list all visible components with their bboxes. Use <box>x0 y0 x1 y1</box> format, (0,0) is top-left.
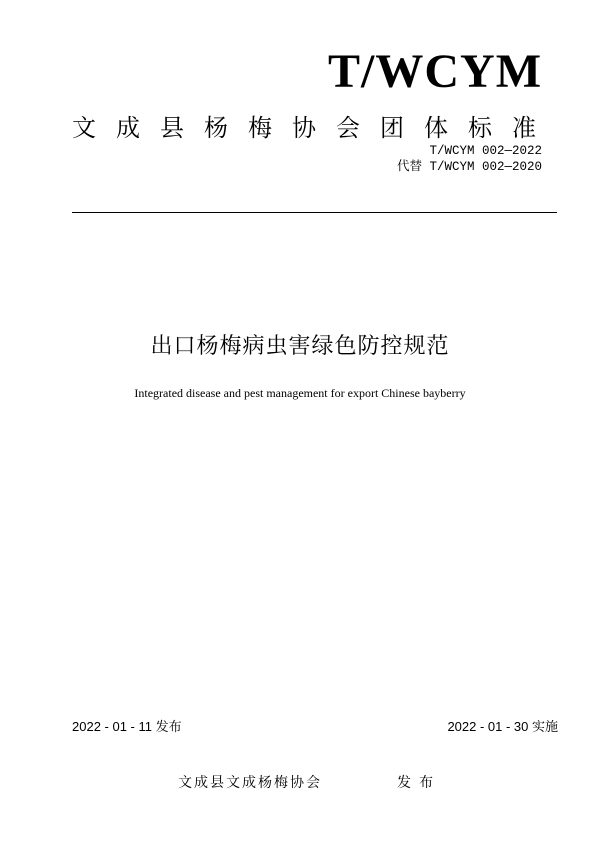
header-divider <box>72 212 557 213</box>
issue-date: 2022 - 01 - 11 发布 <box>72 719 182 734</box>
replaces-standard: 代替 T/WCYM 002—2020 <box>396 160 542 174</box>
standard-numbers <box>397 143 542 175</box>
publisher-name: 文成县文成杨梅协会 <box>178 775 322 791</box>
document-title-chinese: 出口杨梅病虫害绿色防控规范 <box>150 334 450 359</box>
organization-title: 文成县杨梅协会团体标准 <box>72 114 556 142</box>
document-title-english: Integrated disease and pest management for export Chinese bayberry <box>134 386 466 400</box>
publish-label: 发布 <box>397 775 441 791</box>
implementation-date: 2022 - 01 - 30 实施 <box>447 719 558 734</box>
standard-code: T/WCYM <box>328 45 542 98</box>
standard-number: T/WCYM 002—2022 <box>429 144 542 158</box>
